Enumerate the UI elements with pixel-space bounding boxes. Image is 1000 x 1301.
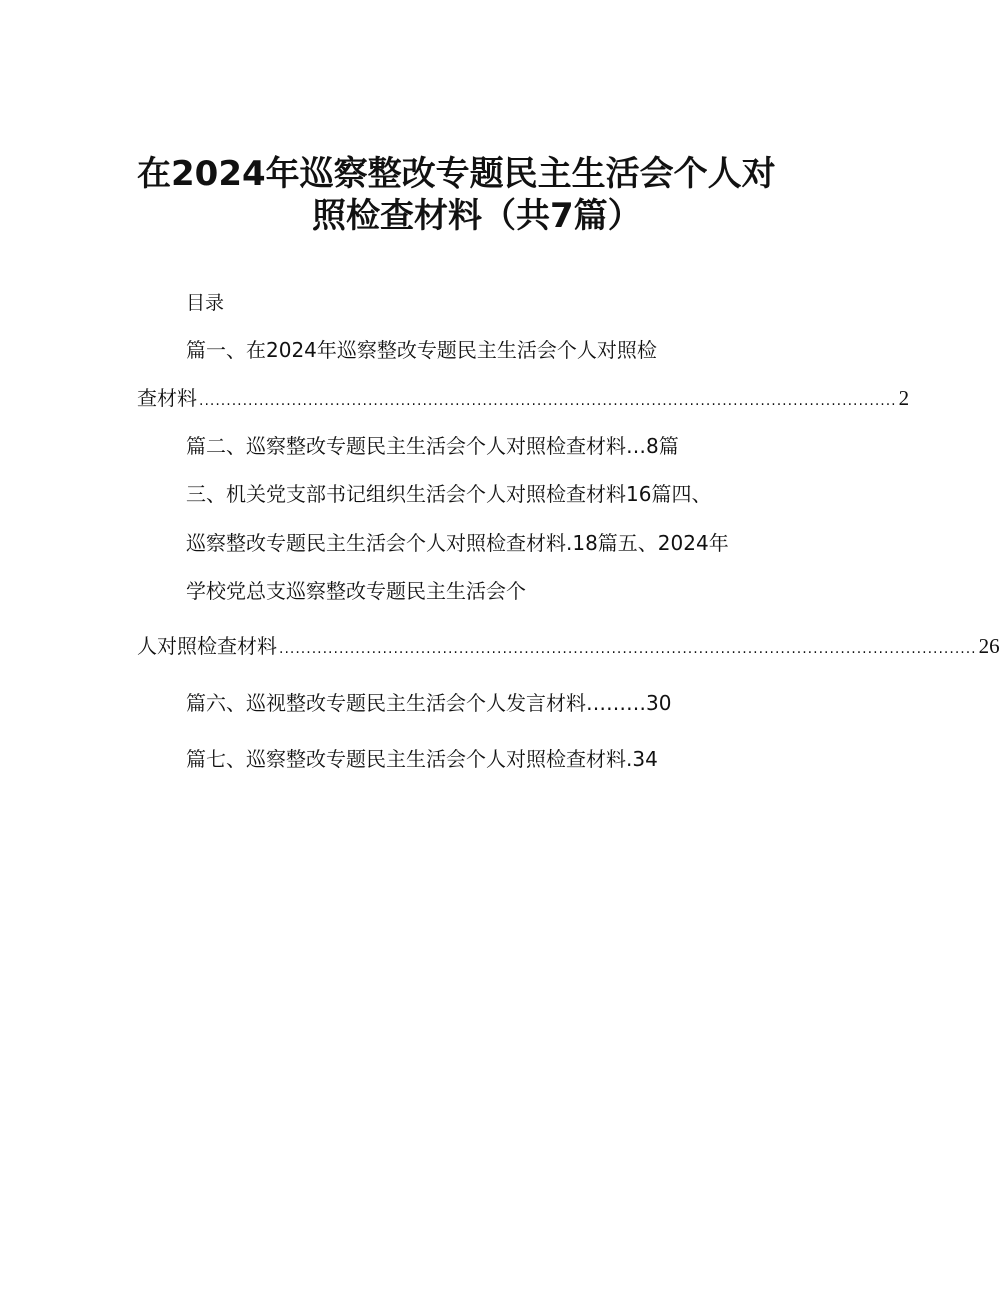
toc-entry-7: 篇七、巡察整改专题民主生活会个人对照检查材料.34	[186, 747, 658, 771]
toc-entry-5-line-2	[137, 632, 1000, 663]
toc-entry-1-line-2	[137, 384, 910, 415]
toc-entry-2: 篇二、巡察整改专题民主生活会个人对照检查材料…8篇	[186, 434, 679, 458]
toc-page-number: 26	[978, 634, 1000, 658]
toc-entry-6: 篇六、巡视整改专题民主生活会个人发言材料………30	[186, 691, 672, 715]
toc-entry-3: 三、机关党支部书记组织生活会个人对照检查材料16篇四、	[186, 482, 712, 506]
toc-entry-5-line-1: 学校党总支巡察整改专题民主生活会个	[186, 579, 526, 603]
toc-heading: 目录	[186, 292, 225, 314]
dot-leader: ................................................................................................................................	[279, 641, 977, 657]
toc-entry-text: 人对照检查材料	[137, 634, 277, 658]
toc-entry-text: 查材料	[137, 386, 197, 410]
toc-entry-1-line-1: 篇一、在2024年巡察整改专题民主生活会个人对照检	[186, 338, 657, 362]
toc-page-number: 2	[898, 386, 910, 410]
toc-entry-4: 巡察整改专题民主生活会个人对照检查材料.18篇五、2024年	[186, 531, 729, 555]
dot-leader: ................................................................................................................................	[199, 393, 897, 409]
document-title-line-2: 照检查材料（共7篇）	[312, 196, 642, 236]
document-title-line-1: 在2024年巡察整改专题民主生活会个人对	[137, 154, 776, 194]
